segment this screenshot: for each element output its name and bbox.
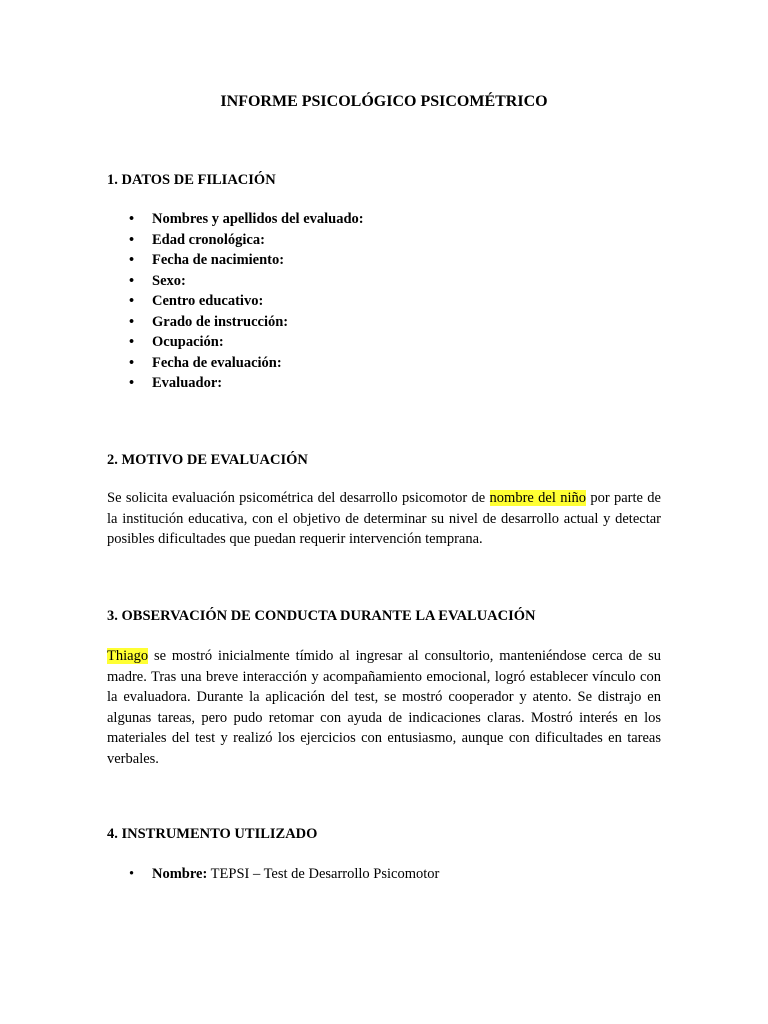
filiation-list (107, 209, 364, 394)
document-title: INFORME PSICOLÓGICO PSICOMÉTRICO (220, 93, 548, 110)
instrument-item (107, 864, 439, 885)
filiation-item-fecha-evaluacion: • Fecha de evaluación: (107, 353, 364, 374)
instrument-label: Nombre: (152, 866, 208, 882)
observacion-text: se mostró inicialmente tímido al ingresar al consultorio, manteniéndose cerca de su madre. Tras una breve interacción y acompañamiento emocional, logró establecer vínculo con la evaluadora. Durante la aplicación del test, se mostró cooperador y atento. Se distrajo en algunas tareas, pero pudo retomar con ayuda de indicaciones claras. Mostró interés en los materiales del test y realizó los ejercicios con entusiasmo, aunque con dificultades en tareas verbales. (107, 648, 661, 767)
filiation-item-edad: • Edad cronológica: (107, 230, 364, 251)
section-1-heading: 1. DATOS DE FILIACIÓN (107, 172, 276, 188)
highlighted-name: Thiago (107, 648, 149, 664)
filiation-item-centro-educativo: • Centro educativo: (107, 291, 364, 312)
section-4-heading: 4. INSTRUMENTO UTILIZADO (107, 826, 318, 842)
instrument-value: TEPSI – Test de Desarrollo Psicomotor (207, 866, 440, 882)
motivo-paragraph (107, 488, 661, 550)
observacion-paragraph (107, 646, 661, 769)
instrument-list (107, 864, 439, 885)
filiation-item-nombres: • Nombres y apellidos del evaluado: (107, 209, 364, 230)
filiation-item-grado: • Grado de instrucción: (107, 312, 364, 333)
motivo-text-start: Se solicita evaluación psicométrica del desarrollo psicomotor de (107, 490, 490, 506)
filiation-item-sexo: • Sexo: (107, 271, 364, 292)
motivo-text-end: por parte de la institución educativa, con el objetivo de determinar su nivel de desarrollo actual y detectar posibles dificultades que puedan requerir intervención temprana. (107, 490, 661, 547)
highlighted-placeholder: nombre del niño (489, 490, 586, 506)
filiation-item-ocupacion: • Ocupación: (107, 332, 364, 353)
section-2-heading: 2. MOTIVO DE EVALUACIÓN (107, 452, 308, 468)
section-3-heading: 3. OBSERVACIÓN DE CONDUCTA DURANTE LA EVALUACIÓN (107, 608, 536, 624)
filiation-item-fecha-nacimiento: • Fecha de nacimiento: (107, 250, 364, 271)
filiation-item-evaluador: • Evaluador: (107, 373, 364, 394)
